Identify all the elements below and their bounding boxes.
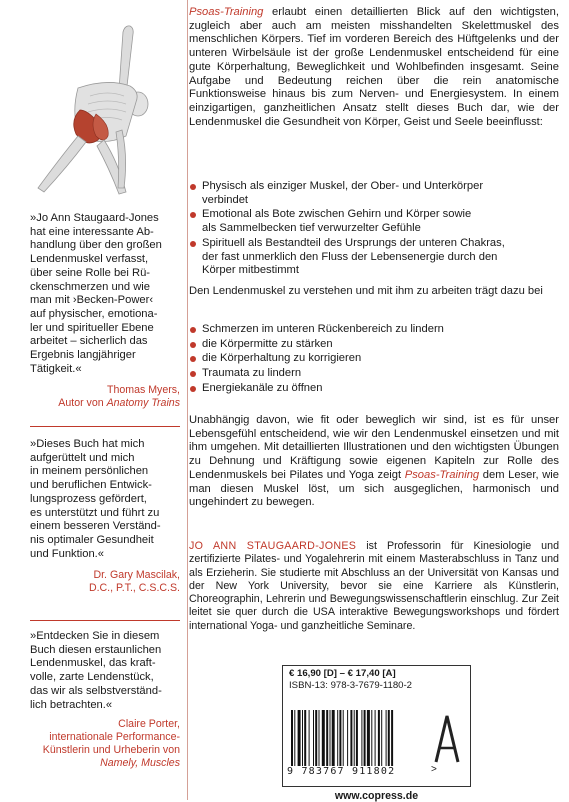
list-item: Schmerzen im unteren Rückenbereich zu lindern bbox=[189, 323, 559, 337]
barcode bbox=[291, 710, 426, 766]
quote-2-text: »Dieses Buch hat mich aufgerüttelt und mich in meinem persönlichen und beruflichen Entwick- lungsprozess gefördert, es unterstützt und führt zu einem besseren Verständ- nis optimaler Gesundheit und Funktion.« bbox=[30, 438, 161, 560]
barcode-bar bbox=[381, 710, 382, 766]
barcode-bar bbox=[298, 710, 301, 766]
isbn-label: ISBN-13: 978-3-7679-1180-2 bbox=[289, 680, 413, 691]
barcode-bar bbox=[354, 710, 355, 766]
closing-text-1: Unabhängig davon, wie fit oder beweglich wir sind, ist es für unser Lebensgefühl entscheidend, wie wir den Lendenmuskel einsetzen und mit ihm umgehen. Mit detaillierten Illustrationen und den wichtigsten Übungen zu Dehnung und Kräftigung sowie eigenen Kapiteln zur Rolle des Lendenmuskels bei Pilates und Yoga zeigt bbox=[189, 414, 559, 481]
barcode-bar bbox=[371, 710, 372, 766]
publisher-website: www.copress.de bbox=[334, 790, 419, 802]
list-item: Spirituell als Bestandteil des Ursprungs der unteren Chakras, der fast unmerklich den Fluss der Lebensenergie durch den Körper mitbestimmt bbox=[189, 237, 559, 278]
barcode-bar bbox=[356, 710, 358, 766]
barcode-number: 9 783767 911802 bbox=[287, 766, 396, 777]
author-bio bbox=[189, 540, 559, 633]
quote-1-text: »Jo Ann Staugaard-Jones hat eine interessante Ab- handlung über den großen Lendenmuskel verfasst, über seine Rolle bei Rü- ckenschmerzen und wie man mit ›Becken-Power‹ auf physischer, emotiona- ler und spiritueller Ebene arbeitet – sicherlich das Ergebnis langjähriger Tätigkeit.« bbox=[30, 212, 162, 375]
quote-1-book-title: Anatomy Trains bbox=[106, 397, 180, 410]
quote-1-attribution bbox=[30, 384, 180, 410]
intro-text: erlaubt einen detaillierten Blick auf den wichtigsten, zugleich aber auch am meisten misshandelten Skelettmuskel des menschlichen Körpers. Tief im vorderen Bereich des Hüftgelenks und der unteren Wirbelsäule ist der große Lendenmuskel entscheidend für eine gute Körperhaltung, Beweglichkeit und Wohlbefinden insgesamt. Seine Aufgabe und Bedeutung reichen über die rein anatomische Funktionsweise hinaus bis zum Nerven- und Energiesystem. In einem einzigartigen, ganzheitlichen Ansatz stellt dieses Buch dar, wie der Lendenmuskel die Gesundheit von Körper, Geist und Seele beeinflusst: bbox=[189, 6, 559, 128]
barcode-bar bbox=[375, 710, 376, 766]
barcode-bar bbox=[304, 710, 306, 766]
barcode-bar bbox=[391, 710, 393, 766]
closing-text-2: dem Leser, wie man diesen Muskel löst, um sich ausgeglichen, harmonisch und ungehindert zu bewegen. bbox=[189, 468, 559, 509]
bullet-dot bbox=[190, 371, 196, 377]
quote-2-author-role: D.C., P.T., C.S.C.S. bbox=[88, 582, 180, 595]
quote-3-author-role-2: Künstlerin und Urheberin von bbox=[42, 744, 180, 757]
barcode-bar bbox=[361, 710, 362, 766]
barcode-bar bbox=[294, 710, 295, 766]
price-barcode-box bbox=[282, 665, 471, 802]
quote-3-attribution bbox=[30, 718, 180, 770]
list-item: Physisch als einziger Muskel, der Ober- und Unterkörper verbindet bbox=[189, 180, 559, 207]
quote-2-author: Dr. Gary Mascilak, bbox=[93, 569, 180, 582]
barcode-bar bbox=[343, 710, 344, 766]
author-bio-text: ist Professorin für Kinesiologie und zertifizierte Pilates- und Yogalehrerin mit einem Masterabschluss in Tanz und als Erzieherin. Sie studierte mit Abschluss an der Universität von Kansas und der New York University, bevor sie eine Karriere als Künstlerin, Choreographin, Lehrerin und Bewegungswissenschaftlerin einschlug. Zur Zeit leitet sie quer durch die USA interaktive Bewegungsworkshops und fördert international Yoga- und ganzheitliche Seminare. bbox=[189, 540, 560, 632]
barcode-bar bbox=[378, 710, 380, 766]
author-name: JO ANN STAUGAARD-JONES bbox=[189, 540, 357, 552]
bullet-dot bbox=[190, 184, 196, 190]
barcode-bar bbox=[326, 710, 328, 766]
quote-2-attribution bbox=[30, 569, 180, 595]
barcode-bar bbox=[313, 710, 314, 766]
barcode-bar bbox=[388, 710, 390, 766]
bullet-dot bbox=[190, 386, 196, 392]
closing-paragraph bbox=[189, 414, 559, 510]
quote-3-author: Claire Porter, bbox=[118, 718, 180, 731]
quote-2 bbox=[30, 438, 180, 595]
left-leg bbox=[38, 136, 86, 192]
raised-arm bbox=[119, 26, 133, 91]
list-item: Traumata zu lindern bbox=[189, 367, 559, 381]
barcode-bar bbox=[350, 710, 352, 766]
list-item: Emotional als Bote zwischen Gehirn und Körper sowie als Sammelbecken tief verwurzelter Gefühle bbox=[189, 208, 559, 235]
quote-1-author-role: Autor von bbox=[58, 397, 107, 410]
quote-divider-2 bbox=[30, 620, 180, 621]
publisher-logo-icon bbox=[430, 710, 464, 766]
barcode-bar bbox=[302, 710, 303, 766]
list-item: die Körperhaltung zu korrigieren bbox=[189, 352, 559, 366]
left-column bbox=[0, 0, 187, 800]
list-item: die Körpermitte zu stärken bbox=[189, 338, 559, 352]
barcode-bar bbox=[332, 710, 335, 766]
barcode-bar bbox=[319, 710, 320, 766]
intro-paragraph bbox=[189, 6, 559, 129]
barcode-bar bbox=[309, 710, 310, 766]
quote-3-text: »Entdecken Sie in diesem Buch diesen erstaunlichen Lendenmuskel, das kraft- volle, zarte Lendenstück, das wir als selbstverständ- lich betrachten.« bbox=[30, 630, 162, 711]
price-label: € 16,90 [D] – € 17,40 [A] bbox=[289, 668, 396, 679]
barcode-bar bbox=[364, 710, 366, 766]
barcode-bar bbox=[367, 710, 370, 766]
bullet-dot bbox=[190, 212, 196, 218]
barcode-bar bbox=[347, 710, 348, 766]
barcode-bar bbox=[337, 710, 338, 766]
barcode-end-marker: > bbox=[431, 764, 437, 775]
barcode-bar bbox=[315, 710, 317, 766]
bullet-dot bbox=[190, 356, 196, 362]
mid-paragraph: Den Lendenmuskel zu verstehen und mit ihm zu arbeiten trägt dazu bei bbox=[189, 285, 543, 297]
quote-3-work-title: Namely, Muscles bbox=[100, 757, 180, 770]
yoga-figure-illustration bbox=[18, 18, 178, 203]
benefit-list-1 bbox=[189, 180, 559, 279]
column-divider bbox=[187, 0, 188, 800]
barcode-bar bbox=[291, 710, 293, 766]
quote-1-author: Thomas Myers, bbox=[107, 384, 180, 397]
bullet-dot bbox=[190, 241, 196, 247]
quote-3-author-role: internationale Performance- bbox=[49, 731, 180, 744]
barcode-bar bbox=[330, 710, 331, 766]
intro-book-title: Psoas-Training bbox=[189, 6, 264, 18]
list-item: Energiekanäle zu öffnen bbox=[189, 382, 559, 396]
barcode-bar bbox=[386, 710, 387, 766]
benefit-list-2 bbox=[189, 323, 559, 397]
closing-book-title: Psoas-Training bbox=[404, 468, 480, 481]
barcode-bar bbox=[339, 710, 341, 766]
quote-3 bbox=[30, 630, 180, 770]
quote-divider-1 bbox=[30, 426, 180, 427]
barcode-bar bbox=[322, 710, 325, 766]
bullet-dot bbox=[190, 342, 196, 348]
bullet-dot bbox=[190, 327, 196, 333]
quote-1 bbox=[30, 212, 180, 410]
